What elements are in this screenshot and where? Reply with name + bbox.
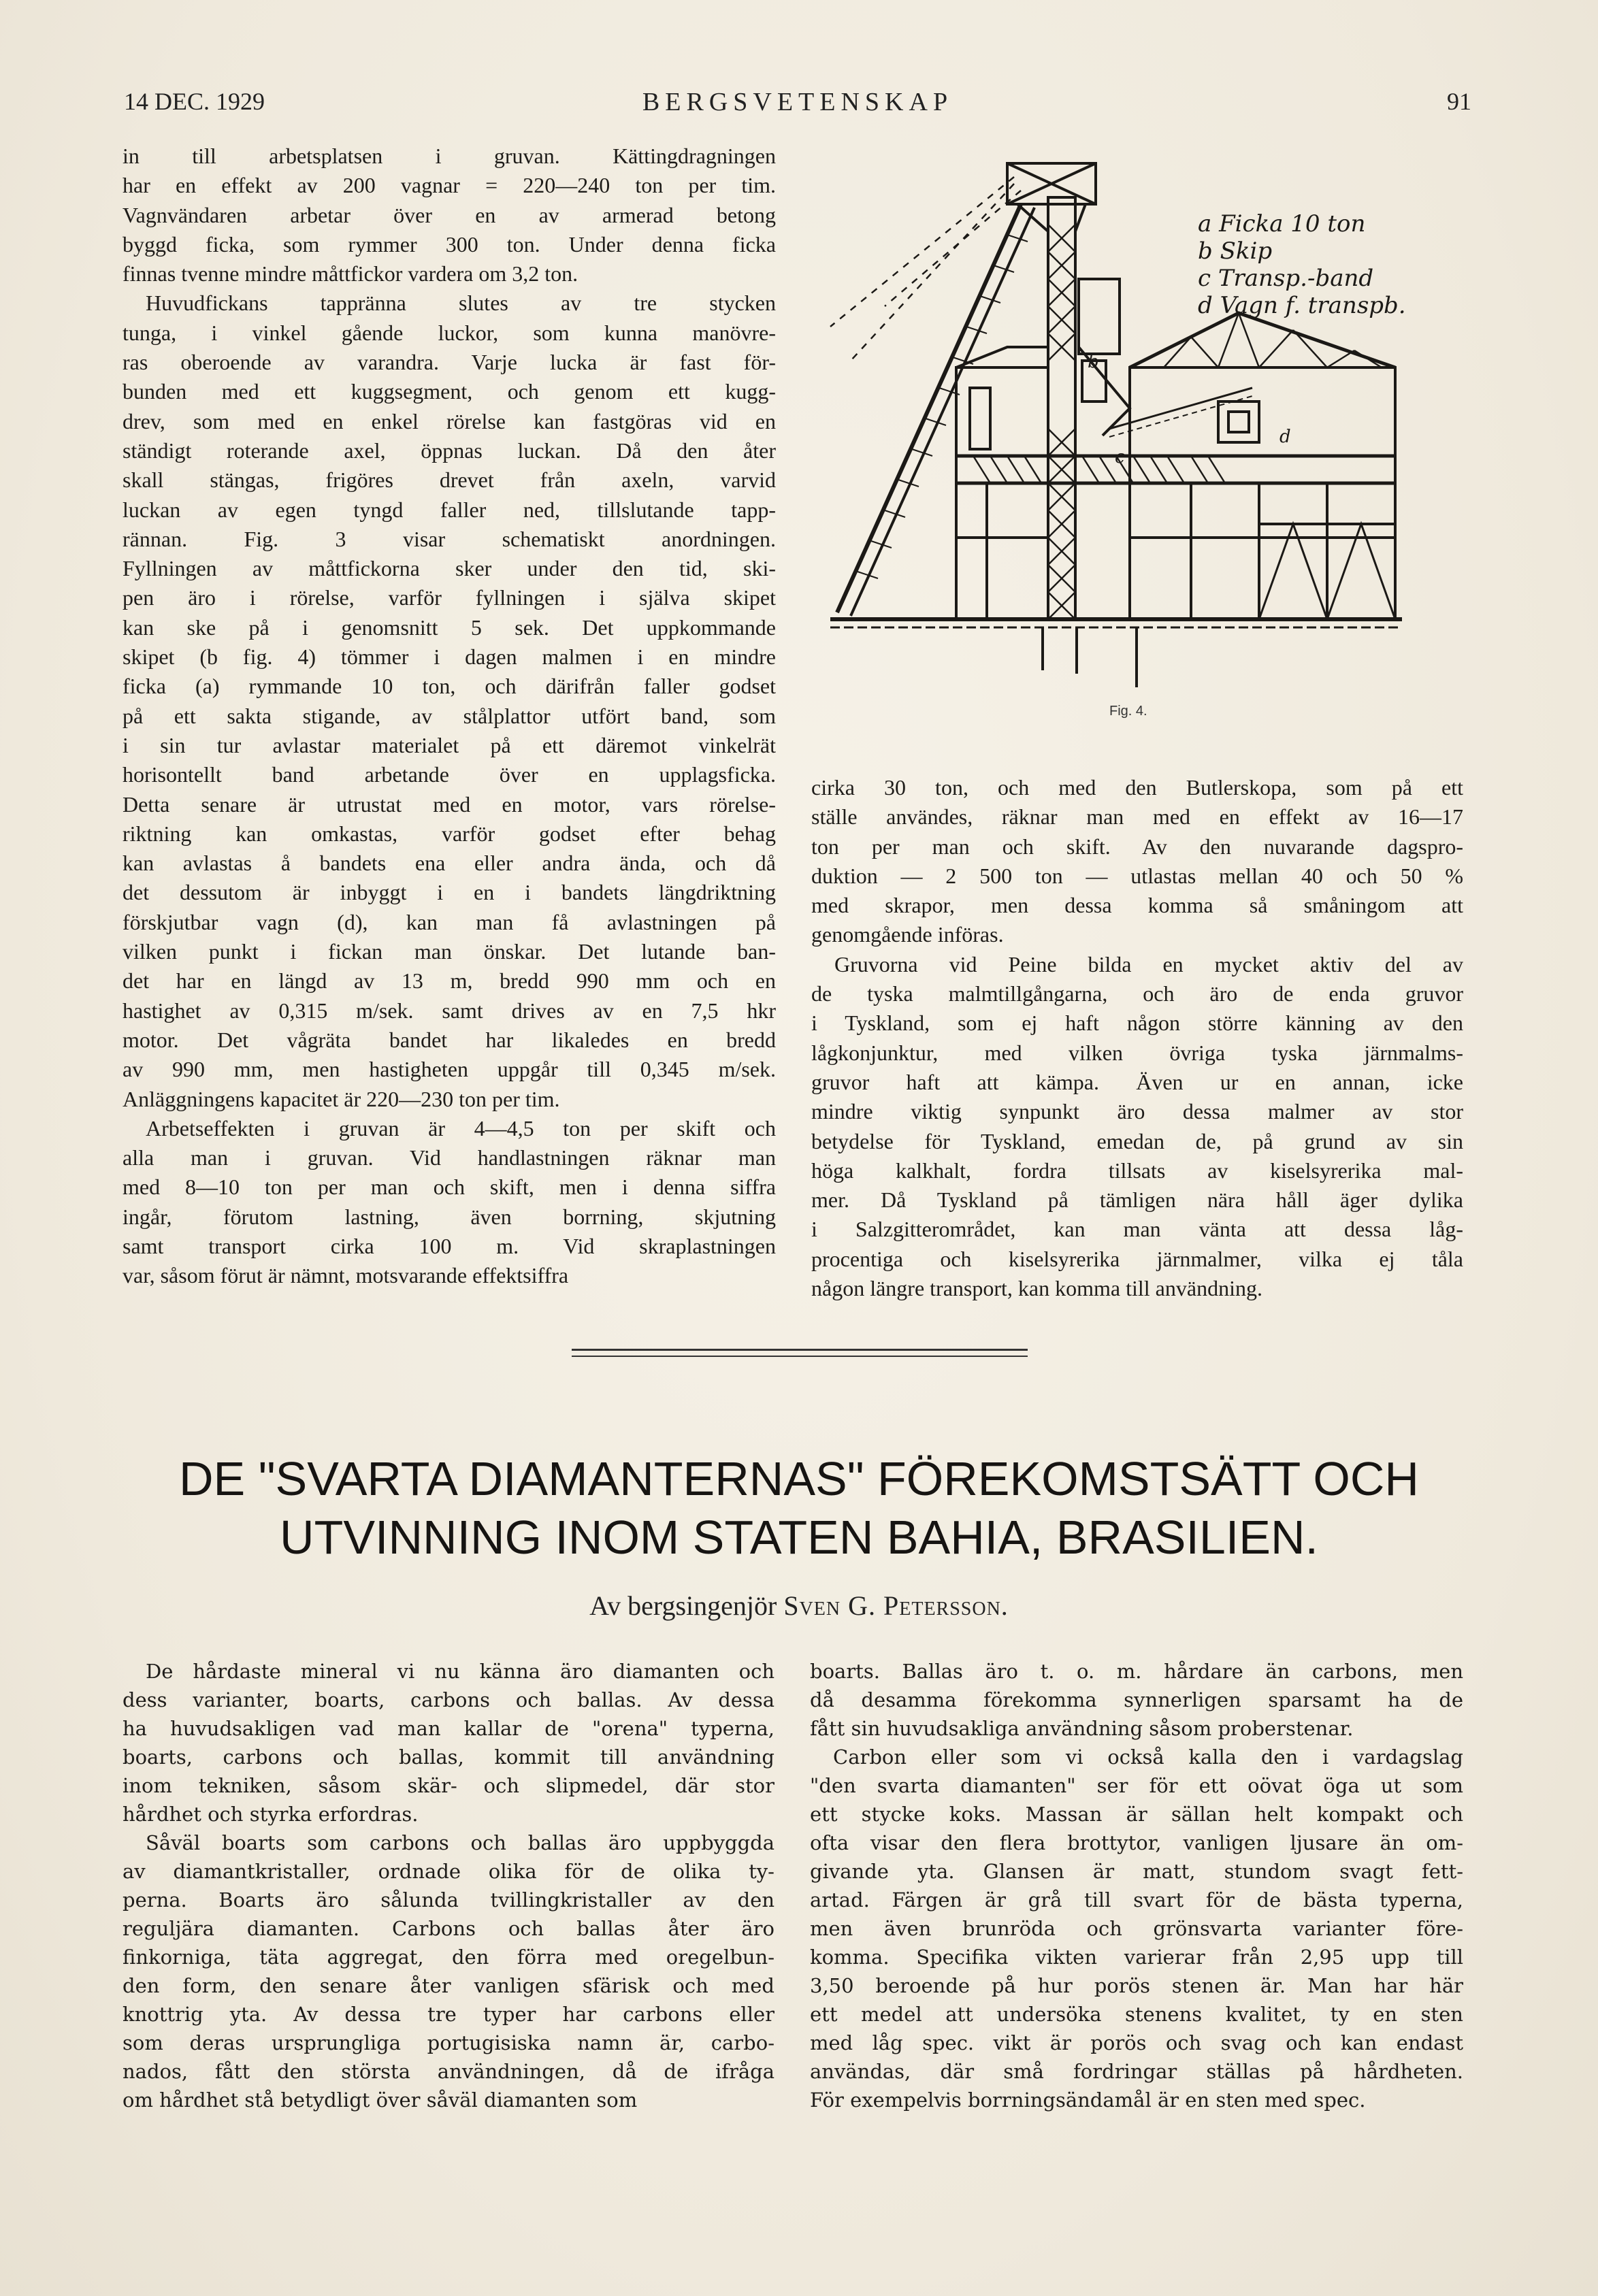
text-line: Carbon eller som vi också kalla den i vardagslag: [833, 1745, 1463, 1769]
figure-4-mine-headframe-diagram: [810, 143, 1463, 721]
figure-label-d: d: [1279, 427, 1291, 447]
text-line: samt transport cirka 100 m. Vid skraplastningen: [123, 1233, 776, 1258]
text-line: in till arbetsplatsen i gruvan. Kättingdragningen: [123, 144, 776, 168]
text-line: mer. Då Tyskland på tämligen nära håll äger dylika: [811, 1187, 1463, 1213]
text-line: nados, fått den största användningen, då de ifråga: [123, 2060, 774, 2083]
header-journal-title: BERGSVETENSKAP: [642, 88, 953, 116]
text-line: användas, där små fordringar ställas på hårdheten.: [810, 2060, 1463, 2083]
text-line: alla man i gruvan. Vid handlastningen räknar man: [123, 1145, 776, 1170]
text-line: komma. Specifika vikten varierar från 2,95 upp till: [810, 1946, 1463, 1969]
text-line: på ett sakta stigande, av stålplattor utfört band, som: [123, 703, 776, 728]
text-line: genomgående införas.: [811, 922, 1004, 947]
text-line: med låg spec. vikt är porös och svag och kan endast: [810, 2031, 1463, 2054]
text-line: men även brunröda och grönsvarta varianter före-: [810, 1917, 1463, 1940]
text-line: Gruvorna vid Peine bilda en mycket aktiv del av: [834, 951, 1463, 977]
header-date: 14 DEC. 1929: [124, 88, 265, 115]
text-line: ställe användes, räknar man med en effekt av 16—17: [811, 804, 1463, 830]
text-line: reguljära diamanten. Carbons och ballas åter äro: [123, 1917, 774, 1940]
byline-author: Sven G. Petersson.: [783, 1590, 1009, 1621]
text-line: duktion — 2 500 ton — utlastas mellan 40 och 50 %: [811, 863, 1463, 888]
text-line: perna. Boarts äro sålunda tvillingkristaller av den: [123, 1888, 774, 1912]
text-line: som deras ursprungliga portugisiska namn är, carbo-: [123, 2031, 774, 2054]
text-line: av 990 mm, men hastigheten uppgår till 0,345 m/sek.: [123, 1057, 776, 1082]
text-line: var, såsom förut är nämnt, motsvarande effektsiffra: [123, 1263, 569, 1288]
text-line: Fyllningen av måttfickorna sker under den tid, ski-: [123, 556, 776, 581]
text-line: artad. Färgen är grå till svart för de bästa typerna,: [810, 1888, 1463, 1912]
article-title-line-1: DE "SVARTA DIAMANTERNAS" FÖREKOMSTSÄTT OCH: [179, 1452, 1419, 1505]
text-line: i Salzgitterområdet, kan man vänta att dessa låg-: [811, 1217, 1463, 1242]
text-line: horisontellt band arbetande över en upplagsficka.: [123, 762, 776, 787]
article-title: [95, 1449, 1503, 1567]
text-line: skall stängas, frigöres drevet från axeln, varvid: [123, 468, 776, 493]
figure-legend-b: b Skip: [1198, 237, 1273, 265]
text-line: procentiga och kiselsyrerika järnmalmer, vilka ej tåla: [811, 1246, 1463, 1271]
text-line: det har en längd av 13 m, bredd 990 mm och en: [123, 968, 776, 994]
section-divider-rule: [572, 1349, 1028, 1351]
figure-legend-d: d Vagn f. transpb.: [1198, 292, 1406, 319]
text-line: ofta visar den flera brottytor, vanligen ljusare än om-: [810, 1831, 1463, 1854]
text-line: dess varianter, boarts, carbons och ballas. Av dessa: [123, 1688, 774, 1711]
text-line: rännan. Fig. 3 visar schematiskt anordningen.: [123, 526, 776, 551]
text-line: gruvor haft att kämpa. Även ur en annan, icke: [811, 1069, 1463, 1094]
running-header: [124, 80, 1471, 121]
text-line: Anläggningens kapacitet är 220—230 ton per tim.: [123, 1086, 560, 1111]
text-line: kan avlastas å bandets ena eller andra ända, och då: [123, 851, 776, 876]
text-line: vilken punkt i fickan man önskar. Det lutande ban-: [123, 939, 776, 964]
text-line: pen äro i rörelse, varför fyllningen i själva skipet: [123, 585, 776, 610]
text-line: tunga, i vinkel gående luckor, som kunna manövre-: [123, 320, 776, 345]
text-line: höga kalkhalt, fordra tillsats av kiselsyrerika mal-: [811, 1158, 1463, 1183]
text-line: De hårdaste mineral vi nu känna äro diamanten och: [146, 1660, 774, 1683]
text-line: ständigt roterande axel, öppnas luckan. Då den åter: [123, 438, 776, 463]
text-line: om hårdhet stå betydligt över såväl diamanten som: [123, 2088, 638, 2112]
figure-legend-c: c Transp.-band: [1198, 265, 1374, 292]
text-line: fått sin huvudsakliga användning såsom proberstenar.: [810, 1717, 1354, 1740]
text-line: ficka (a) rymmande 10 ton, och därifrån faller godset: [123, 674, 776, 699]
text-line: drev, som med en enkel rörelse kan fastgöras vid en: [123, 408, 776, 433]
text-line: skipet (b fig. 4) tömmer i dagen malmen i en mindre: [123, 644, 776, 670]
text-line: knottrig yta. Av dessa tre typer har carbons eller: [123, 2003, 774, 2026]
figure-legend-a: a Ficka 10 ton: [1198, 210, 1366, 237]
text-line: förskjutbar vagn (d), kan man få avlastningen på: [123, 909, 776, 934]
text-line: inom tekniken, såsom skär- och slipmedel, där stor: [123, 1774, 774, 1797]
text-line: Vagnvändaren arbetar över en av armerad betong: [123, 202, 776, 227]
text-line: boarts, carbons och ballas, kommit till användning: [123, 1745, 774, 1769]
figure-label-b: b: [1088, 352, 1099, 372]
figure-caption: Fig. 4.: [1109, 704, 1147, 719]
text-line: Såväl boarts som carbons och ballas äro uppbyggda: [146, 1831, 774, 1854]
text-line: hastighet av 0,315 m/sek. samt drives av en 7,5 hkr: [123, 998, 776, 1023]
text-line: ras oberoende av varandra. Varje lucka är fast för-: [123, 350, 776, 375]
text-line: det dessutom är inbyggt i en i bandets längdriktning: [123, 880, 776, 905]
article-title-line-2: UTVINNING INOM STATEN BAHIA, BRASILIEN.: [280, 1511, 1318, 1564]
text-line: cirka 30 ton, och med den Butlerskopa, som på ett: [811, 775, 1463, 800]
header-page-number: 91: [1447, 88, 1471, 115]
text-line: riktning kan omkastas, varför godset efter behag: [123, 821, 776, 846]
text-line: ingår, förutom lastning, även borrning, skjutning: [123, 1204, 776, 1229]
text-line: givande yta. Glansen är matt, stundom svagt fett-: [810, 1860, 1463, 1883]
text-line: motor. Det vågräta bandet har likaledes en bredd: [123, 1027, 776, 1052]
text-line: den form, den senare åter vanligen sfärisk och med: [123, 1974, 774, 1997]
text-line: då desamma förekomma synnerligen sparsamt ha de: [810, 1688, 1463, 1711]
text-line: För exempelvis borrningsändamål är en sten med spec.: [810, 2088, 1366, 2112]
text-line: mindre viktig synpunkt äro dessa malmer av stor: [811, 1099, 1463, 1124]
text-line: i Tyskland, som ej haft någon större känning av den: [811, 1011, 1463, 1036]
text-line: finkorniga, täta aggregat, den förra med oregelbun-: [123, 1946, 774, 1969]
text-line: de tyska malmtillgångarna, och äro de enda gruvor: [811, 981, 1463, 1006]
text-line: "den svarta diamanten" ser för ett oövat öga ut som: [810, 1774, 1463, 1797]
text-line: finnas tvenne mindre måttfickor vardera om 3,2 ton.: [123, 261, 578, 286]
text-line: Huvudfickans tappränna slutes av tre stycken: [146, 291, 776, 316]
figure-label-c: c: [1115, 447, 1125, 468]
text-line: Arbetseffekten i gruvan är 4—4,5 ton per skift och: [146, 1115, 776, 1141]
text-line: i sin tur avlastar materialet på ett däremot vinkelrät: [123, 732, 776, 757]
text-line: någon längre transport, kan komma till användning.: [811, 1276, 1262, 1301]
top-right-column: [811, 773, 1463, 1303]
section-divider-rule-lower: [572, 1356, 1028, 1357]
text-line: betydelse för Tyskland, emedan de, på grund av sin: [811, 1128, 1463, 1153]
byline-prefix: Av bergsingenjör: [589, 1590, 777, 1621]
bottom-left-column: [123, 1657, 774, 2114]
text-line: av diamantkristaller, ordnade olika för de olika ty-: [123, 1860, 774, 1883]
text-line: med 8—10 ton per man och skift, men i denna siffra: [123, 1175, 776, 1200]
text-line: ett stycke koks. Massan är sällan helt kompakt och: [810, 1803, 1463, 1826]
text-line: har en effekt av 200 vagnar = 220—240 ton per tim.: [123, 173, 776, 198]
text-line: kan ske på i genomsnitt 5 sek. Det uppkommande: [123, 614, 776, 640]
text-line: lågkonjunktur, med vilken övriga tyska järnmalms-: [811, 1040, 1463, 1065]
text-line: ett medel att undersöka stenens kvalitet, ty en sten: [810, 2003, 1463, 2026]
text-line: med skrapor, men dessa komma så småningom att: [811, 893, 1463, 918]
text-line: boarts. Ballas äro t. o. m. hårdare än carbons, men: [810, 1660, 1463, 1683]
text-line: 3,50 beroende på hur porös stenen är. Man har här: [810, 1974, 1463, 1997]
text-line: ha huvudsakligen vad man kallar de "orena" typerna,: [123, 1717, 774, 1740]
text-line: hårdhet och styrka erfordras.: [123, 1803, 419, 1826]
top-left-column: [123, 142, 776, 1291]
text-line: Detta senare är utrustat med en motor, vars rörelse-: [123, 791, 776, 817]
text-line: luckan av egen tyngd faller ned, tillslutande tapp-: [123, 497, 776, 522]
text-line: byggd ficka, som rymmer 300 ton. Under denna ficka: [123, 231, 776, 257]
bottom-right-column: [810, 1657, 1463, 2114]
text-line: bunden med ett kuggsegment, och genom ett kugg-: [123, 379, 776, 404]
article-byline: [95, 1590, 1503, 1622]
text-line: ton per man och skift. Av den nuvarande dagspro-: [811, 834, 1463, 859]
